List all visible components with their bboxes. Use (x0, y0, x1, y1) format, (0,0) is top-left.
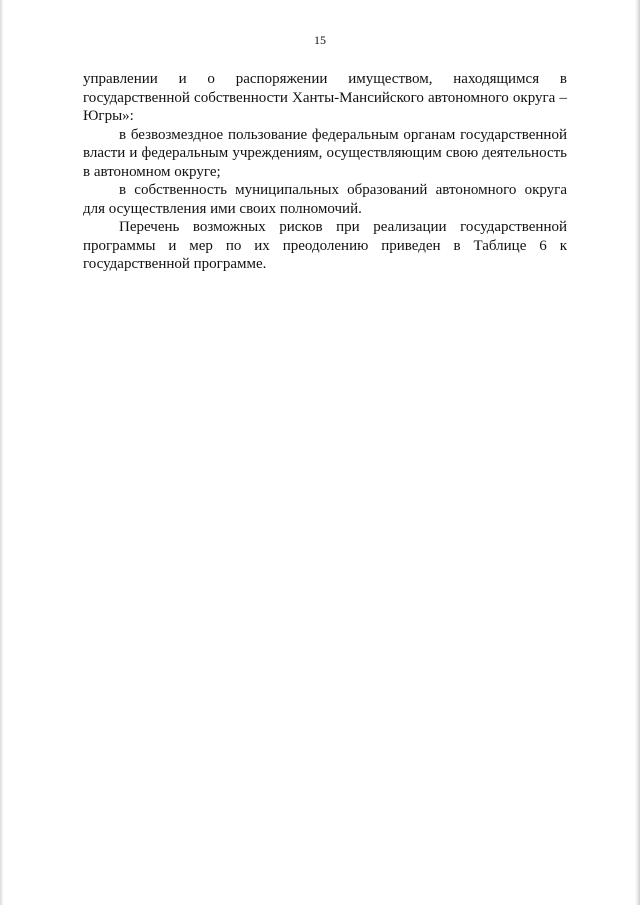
document-body (83, 70, 567, 274)
scan-edge-left (0, 0, 4, 905)
page-number: 15 (314, 33, 326, 47)
paragraph-federal-use: в безвозмездное пользование федеральным органам государственной власти и федеральным учреждениям, осуществляющим свою деятельность в автономном округе; (83, 126, 567, 180)
paragraph-continuation: управлении и о распоряжении имуществом, находящимся в государственной собственности Ханты-Мансийского автономного округа – Югры»: (83, 71, 567, 124)
paragraph-municipal-ownership: в собственность муниципальных образований автономного округа для осуществления ими своих полномочий. (83, 182, 567, 217)
paragraph-risks-reference: Перечень возможных рисков при реализации государственной программы и мер по их преодолению приведен в Таблице 6 к государственной программе. (83, 219, 567, 272)
scan-edge-right (635, 0, 640, 905)
